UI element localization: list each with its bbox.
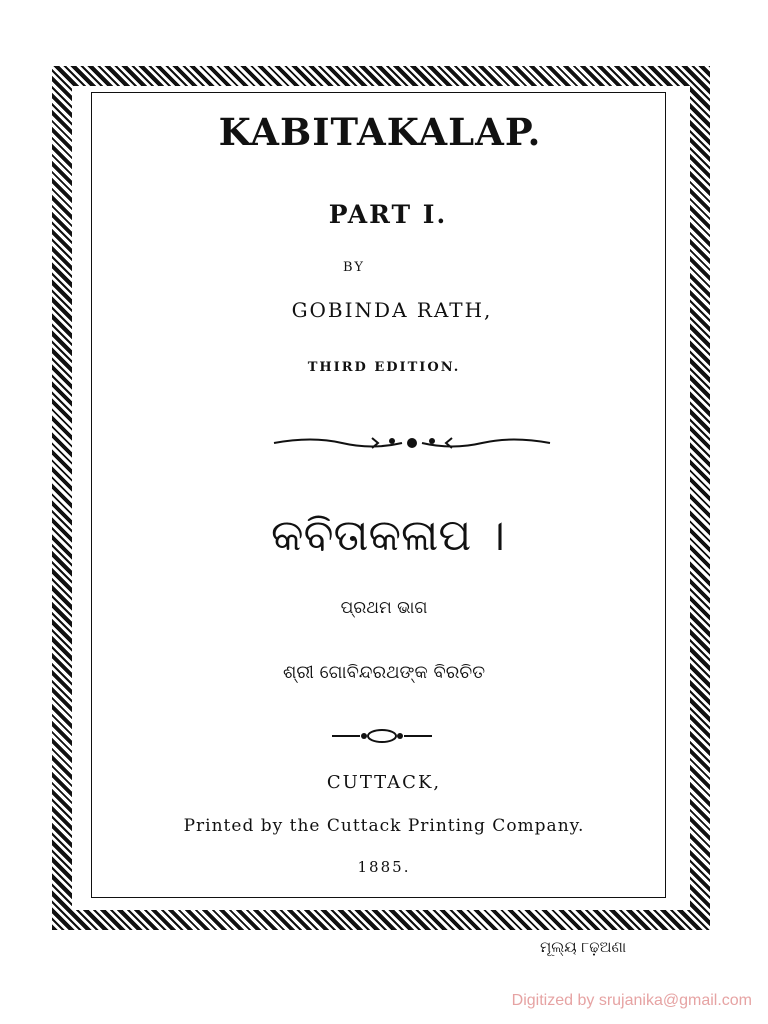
odia-author: ଶ୍ରୀ ଗୋବିନ୍ଦରଥଙ୍କ ବିରଚିତ xyxy=(282,662,486,683)
price-note: ମୂଲ୍ୟ ୮ଢ଼ଅଣା xyxy=(540,938,627,956)
publication-place: CUTTACK, xyxy=(326,772,442,793)
author-name: GOBINDA RATH, xyxy=(291,298,493,322)
printer-line: Printed by the Cuttack Printing Company. xyxy=(183,816,585,836)
odia-part: ପ୍ରଥମ ଭାଗ xyxy=(340,598,428,618)
ornament-divider-icon xyxy=(272,432,552,454)
book-title: KABITAKALAP. xyxy=(218,110,542,154)
edition-label: THIRD EDITION. xyxy=(307,360,461,375)
by-label: BY xyxy=(343,260,365,275)
odia-title: କବିତାକଳାପ । xyxy=(270,510,506,561)
publication-year: 1885. xyxy=(357,858,411,876)
part-number: PART I. xyxy=(328,200,448,229)
digitization-credit: Digitized by srujanika@gmail.com xyxy=(511,992,752,1009)
small-ornament-icon xyxy=(330,727,434,745)
